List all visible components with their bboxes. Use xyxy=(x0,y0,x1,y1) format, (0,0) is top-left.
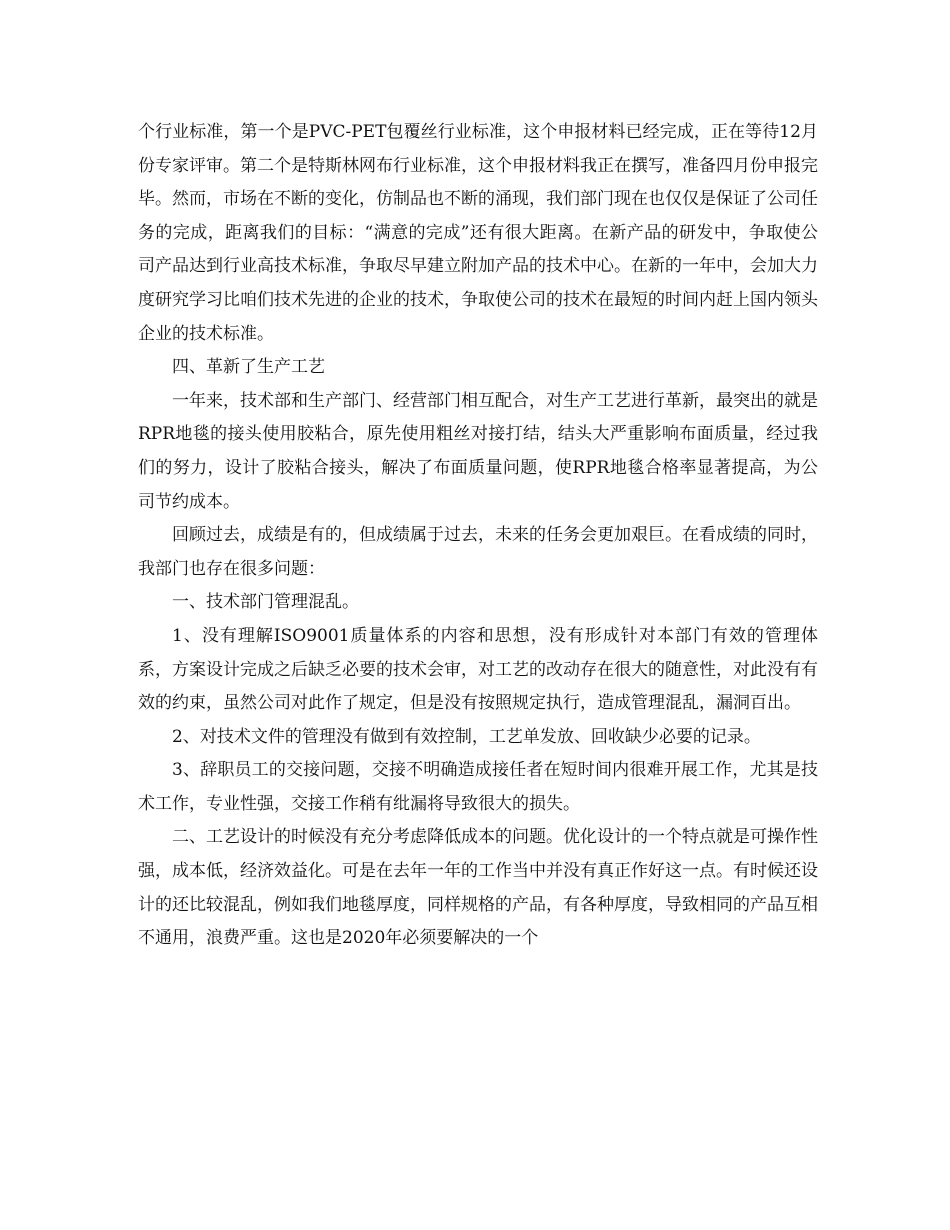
document-body xyxy=(138,116,818,956)
paragraph-issue-2: 2、对技术文件的管理没有做到有效控制，工艺单发放、回收缺少必要的记录。 xyxy=(172,726,761,747)
paragraph-review: 回顾过去，成绩是有的，但成绩属于过去，未来的任务会更加艰巨。在看成绩的同时，我部门也存在很多问题： xyxy=(138,525,818,579)
section-heading-process-innovation: 四、革新了生产工艺 xyxy=(172,357,325,378)
paragraph-standards-continuation: 个行业标准，第一个是PVC-PET包覆丝行业标准，这个申报材料已经完成，正在等待12月份专家评审。第二个是特斯林网布行业标准，这个申报材料我正在撰写，准备四月份申报完毕。然而，市场在不断的变化，仿制品也不断的涌现，我们部门现在也仅仅是保证了公司任务的完成，距离我们的目标：“满意的完成”还有很大距离。在新产品的研发中，争取使公司产品达到行业高技术标准，争取尽早建立附加产品的技术中心。在新的一年中，会加大力度研究学习比咱们技术先进的企业的技术，争取使公司的技术在最短的时间内赶上国内领头企业的技术标准。 xyxy=(138,122,818,344)
paragraph-cost-issue: 二、工艺设计的时候没有充分考虑降低成本的问题。优化设计的一个特点就是可操作性强，成本低，经济效益化。可是在去年一年的工作当中并没有真正作好这一点。有时候还设计的还比较混乱，例如我们地毯厚度，同样规格的产品，有各种厚度，导致相同的产品互相不通用，浪费严重。这也是2020年必须要解决的一个 xyxy=(138,827,818,949)
paragraph-issue-1: 1、没有理解ISO9001质量体系的内容和思想，没有形成针对本部门有效的管理体系，方案设计完成之后缺乏必要的技术会审，对工艺的改动存在很大的随意性，对此没有有效的约束，虽然公司对此作了规定，但是没有按照规定执行，造成管理混乱，漏洞百出。 xyxy=(138,625,818,714)
paragraph-process-innovation: 一年来，技术部和生产部门、经营部门相互配合，对生产工艺进行革新，最突出的就是RPR地毯的接头使用胶粘合，原先使用粗丝对接打结，结头大严重影响布面质量，经过我们的努力，设计了胶粘合接头，解决了布面质量问题，使RPR地毯合格率显著提高，为公司节约成本。 xyxy=(138,390,818,512)
section-heading-management-issues: 一、技术部门管理混乱。 xyxy=(172,592,359,613)
paragraph-issue-3: 3、辞职员工的交接问题，交接不明确造成接任者在短时间内很难开展工作，尤其是技术工作，专业性强，交接工作稍有纰漏将导致很大的损失。 xyxy=(138,760,818,814)
